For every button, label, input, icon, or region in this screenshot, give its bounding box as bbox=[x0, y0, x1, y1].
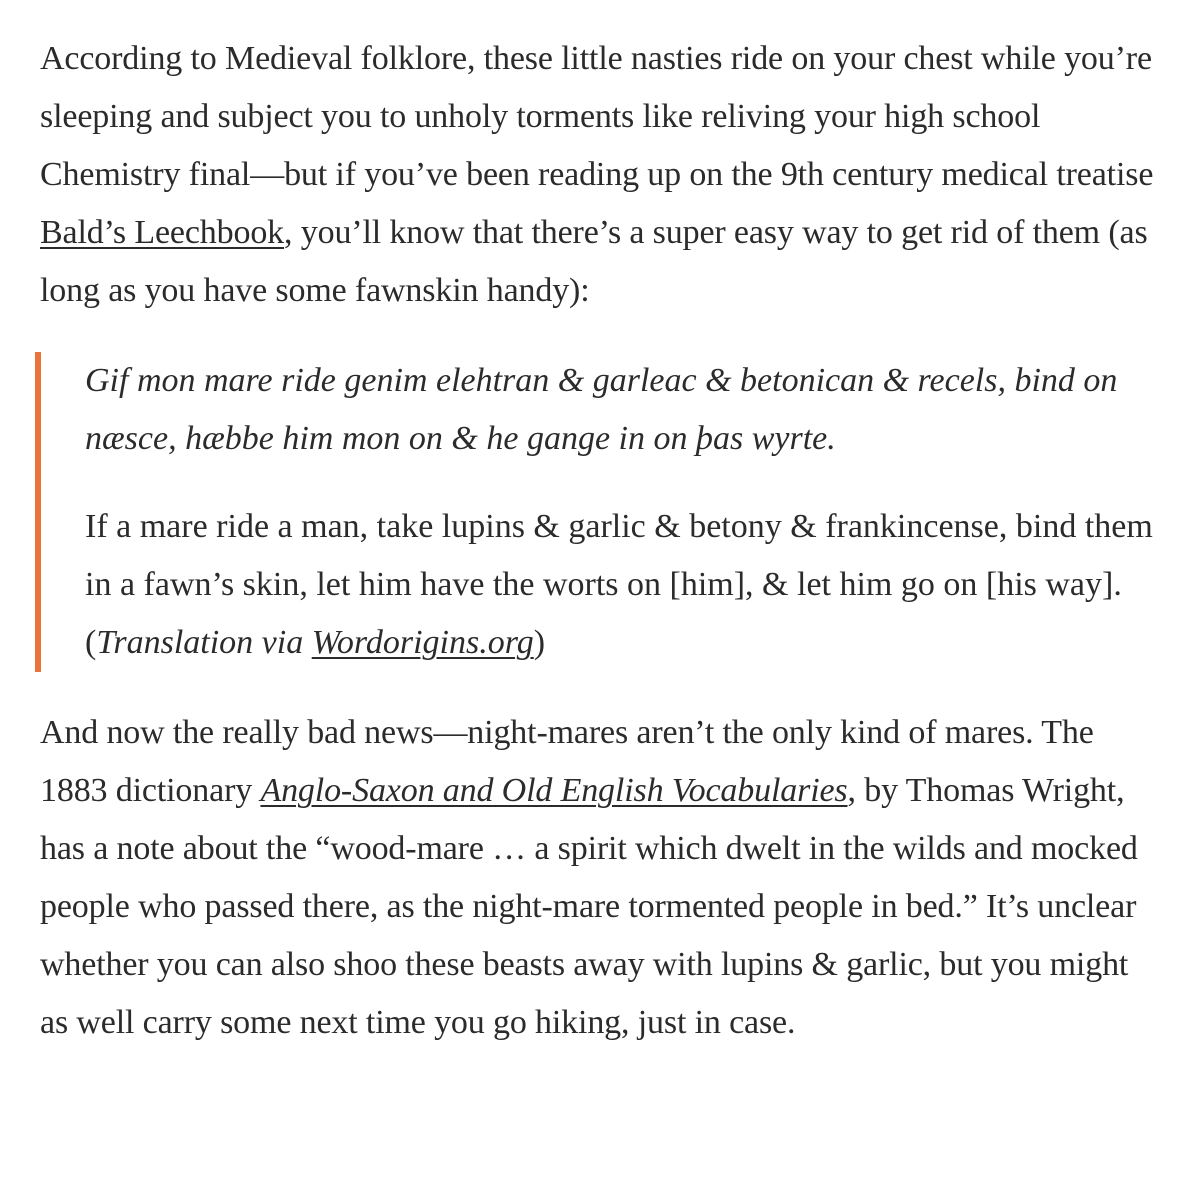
credit-prefix: Translation via bbox=[96, 624, 312, 661]
wood-mare-text-before-link: And now the really bad news—night-mares aren’t the only kind of mares. The 1883 dictionary bbox=[40, 714, 1094, 809]
credit-close-paren: ) bbox=[533, 624, 546, 661]
balds-leechbook-link[interactable]: Bald’s Leechbook bbox=[40, 214, 285, 251]
wordorigins-link[interactable] bbox=[312, 624, 534, 661]
wood-mare-text-after-link: , by Thomas Wright, has a note about the “wood-mare … a spirit which dwelt in the wilds and mocked people who passed there, as the night-mare tormented people in bed.” It’s unclear whether you can also shoo these beasts away with lupins & garlic, but you might as well carry some next time you go hiking, just in case. bbox=[40, 772, 1138, 1041]
leechbook-blockquote bbox=[35, 352, 1160, 672]
wordorigins-link-text: Wordorigins.org bbox=[311, 624, 534, 661]
intro-text-after-link: , you’ll know that there’s a super easy way to get rid of them (as long as you have some fawnskin handy): bbox=[40, 214, 1148, 309]
old-english-quote: Gif mon mare ride genim elehtran & garleac & betonican & recels, bind on næsce, hæbbe him mon on & he gange in on þas wyrte. bbox=[85, 362, 1118, 457]
intro-text-before-link: According to Medieval folklore, these little nasties ride on your chest while you’re sleeping and subject you to unholy torments like reliving your high school Chemistry final—but if you’ve been reading up on the 9th century medical treatise bbox=[40, 40, 1154, 193]
translation-quote bbox=[85, 498, 1160, 672]
intro-paragraph bbox=[40, 30, 1160, 320]
translation-text: If a mare ride a man, take lupins & garlic & betony & frankincense, bind them in a fawn’s skin, let him have the worts on [him], & let him go on [his way]. bbox=[85, 508, 1153, 603]
wood-mare-paragraph bbox=[40, 704, 1160, 1052]
anglo-saxon-vocabularies-link[interactable]: Anglo-Saxon and Old English Vocabularies bbox=[260, 772, 848, 809]
credit-open-paren: ( bbox=[85, 624, 97, 661]
